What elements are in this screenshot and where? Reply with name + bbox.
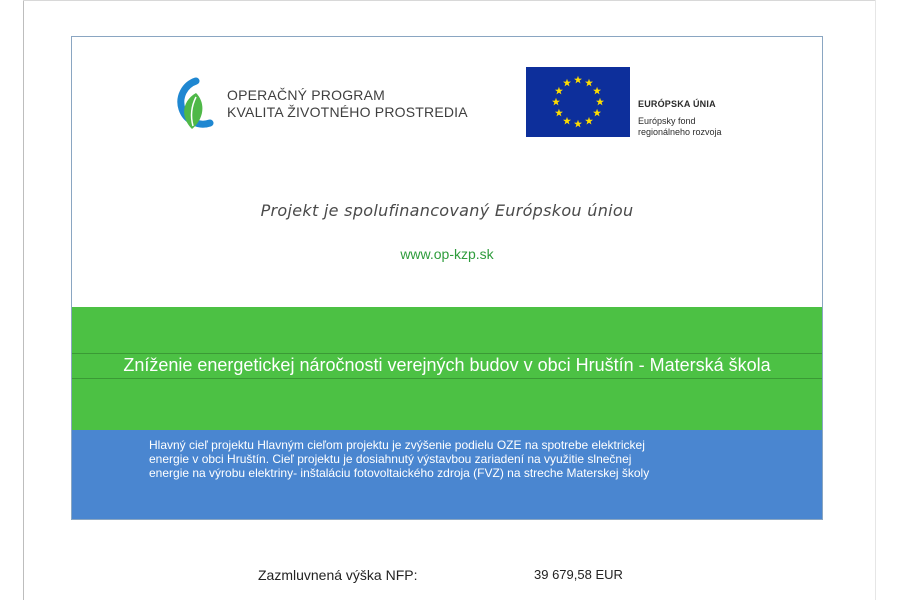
project-title: Zníženie energetickej náročnosti verejných budov v obci Hruštín - Materská škola	[123, 355, 771, 375]
project-billboard	[71, 36, 823, 520]
goal-line-1: Hlavný cieľ projektu Hlavným cieľom projektu je zvýšenie podielu OZE na spotrebe elektrickej	[149, 438, 645, 452]
eu-fund-line-2: regionálneho rozvoja	[638, 127, 722, 137]
eu-flag-icon	[526, 67, 630, 137]
eu-title: EURÓPSKA ÚNIA	[638, 99, 716, 109]
page-top-edge	[23, 0, 875, 1]
nfp-label: Zazmluvnená výška NFP:	[258, 567, 418, 583]
website-link[interactable]: www.op-kzp.sk	[400, 246, 494, 262]
eu-fund-text	[638, 99, 722, 138]
title-rule-top	[72, 353, 822, 354]
goal-line-2: energie v obci Hruštín. Cieľ projektu je dosiahnutý výstavbou zariadení na využitie slnečnej	[149, 452, 632, 466]
page-right-edge	[875, 0, 876, 600]
eu-fund-line-1: Európsky fond	[638, 116, 696, 126]
nfp-value: 39 679,58 EUR	[534, 567, 623, 582]
op-line-1: OPERAČNÝ PROGRAM	[227, 87, 385, 103]
op-kzp-logo-icon	[166, 77, 216, 133]
operational-program-name	[227, 87, 468, 121]
cofinanced-text: Projekt je spolufinancovaný Európskou úniou	[260, 201, 634, 220]
goal-line-3: energie na výrobu elektriny- inštaláciu fotovoltaického zdroja (FVZ) na streche Materskej školy	[149, 466, 650, 480]
op-line-2: KVALITA ŽIVOTNÉHO PROSTREDIA	[227, 104, 468, 120]
title-rule-bottom	[72, 378, 822, 379]
page-left-edge	[23, 0, 24, 600]
project-goal-text	[149, 438, 779, 480]
